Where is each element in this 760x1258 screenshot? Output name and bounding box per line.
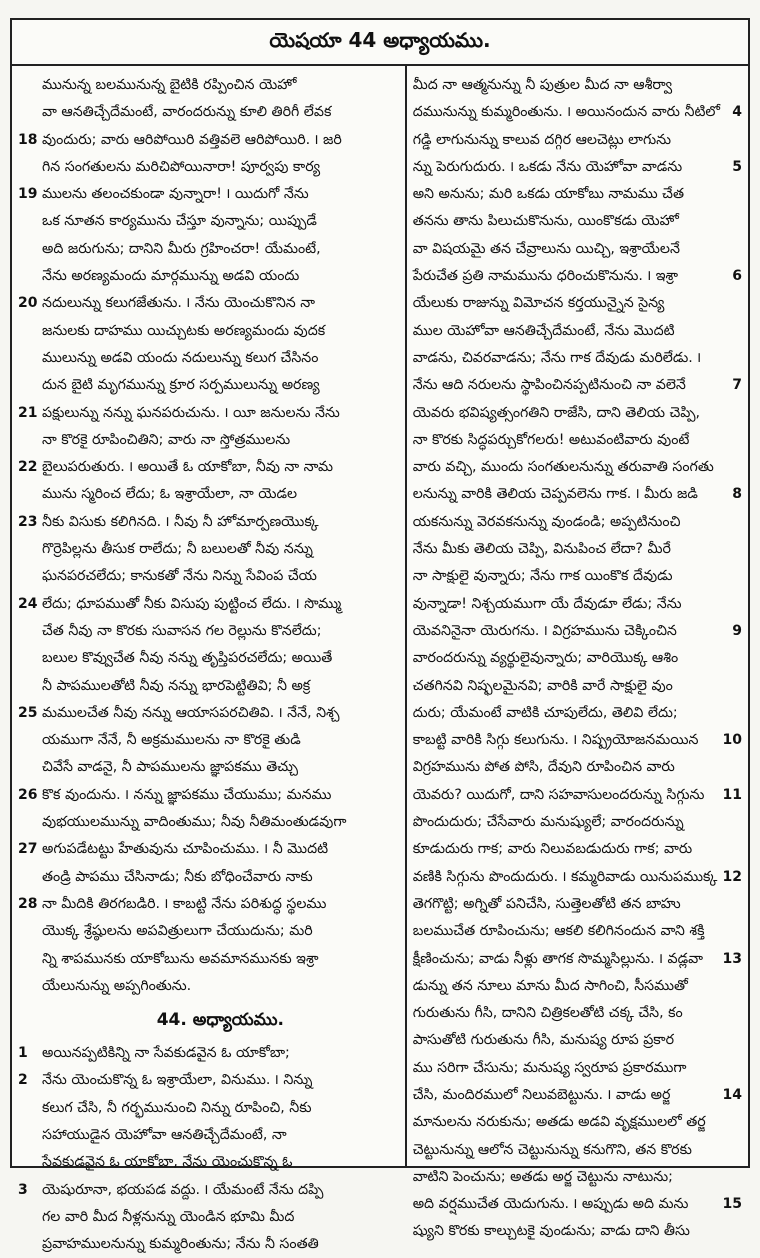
- text-line: [18, 891, 399, 918]
- right-column-lines: [413, 72, 742, 1246]
- verse-number: 5: [732, 158, 742, 175]
- line-text: జనులకు దాహము యిచ్చుటకు అరణ్యమందు వుదక: [42, 322, 326, 339]
- text-line: [18, 918, 399, 945]
- page-header: [12, 20, 748, 66]
- line-text: లనున్ను వారికి తెలియ చెప్పవలెను గాక. ౹ మీరు జడి: [412, 486, 698, 503]
- text-line: [413, 864, 742, 891]
- text-line: [18, 591, 399, 618]
- verse-number: 9: [732, 622, 742, 639]
- text-line: [413, 454, 742, 481]
- text-line: [413, 618, 742, 645]
- line-text: పాసుతోటి గురుతును గీసి, మనుష్య రూప ప్రకార: [412, 1032, 675, 1049]
- line-text: నా కొరకై రూపించితిని; వారు నా స్తోత్రములను: [42, 431, 291, 448]
- left-column: [12, 66, 407, 1253]
- text-line: [18, 563, 399, 590]
- text-line: [413, 727, 742, 754]
- text-line: [18, 236, 399, 263]
- line-text: పేరుచేత ప్రతి నామమును ధరించుకొనును. ౹ ఇశ్రా: [412, 268, 679, 285]
- text-line: [413, 1055, 742, 1082]
- verse-number: 15: [722, 1196, 742, 1213]
- text-line: [18, 946, 399, 973]
- verse-number: 22: [18, 459, 38, 476]
- verse-number: 4: [732, 104, 742, 121]
- left-column-lines-bottom: [18, 1040, 399, 1258]
- text-line: [18, 345, 399, 372]
- line-text: యొక్క శ్రేష్ఠులను అపవిత్రులుగా చేయుదును; మరి: [42, 923, 313, 940]
- line-text: నేను యెంచుకొన్న ఓ ఇశ్రాయేలా, వినుము. ౹ నిన్ను: [42, 1072, 313, 1089]
- text-line: [18, 72, 399, 99]
- verse-number: 20: [18, 295, 38, 312]
- line-text: పక్షులున్ను నన్ను ఘనపరుచును. ౹ యీ జనులను నేను: [42, 404, 340, 421]
- text-line: [413, 973, 742, 1000]
- line-text: నేను ఆది నరులను స్థాపించినప్పటినుంచి నా వలెనే: [412, 377, 686, 394]
- text-line: [413, 645, 742, 672]
- verse-number: 1: [18, 1045, 28, 1062]
- text-line: [18, 454, 399, 481]
- text-line: [413, 536, 742, 563]
- verse-number: 26: [18, 786, 38, 803]
- verse-number: 14: [722, 1086, 742, 1103]
- text-line: [18, 1149, 399, 1176]
- text-line: [413, 318, 742, 345]
- line-text: నా మీదికి తిరగబడిరి. ౹ కాబట్టి నేను పరిశుద్ధ స్థలము: [42, 895, 327, 912]
- left-column-lines-top: [18, 72, 399, 1000]
- text-line: [18, 372, 399, 399]
- text-line: [413, 345, 742, 372]
- line-text: కలుగ చేసి, నీ గర్భమునుంచి నిన్ను రూపించి, నీకు: [42, 1099, 312, 1116]
- text-line: [413, 782, 742, 809]
- line-text: తెగగొట్టి; అగ్నితో పనిచేసి, సుత్తెలతోటి తన బాహు: [412, 895, 681, 912]
- verse-number: 23: [18, 513, 38, 530]
- line-text: యేలుకు రాజున్ను విమోచన కర్తయున్నైన సైన్య: [412, 295, 665, 312]
- line-text: వా విషయమై తన చేవ్రాలును యిచ్చి, ఇశ్రాయేలనే: [412, 240, 680, 257]
- line-text: యెవరు? యిదుగో, దాని సహవాసులందరున్ను సిగ్గును: [412, 786, 705, 803]
- verse-number: 8: [732, 486, 742, 503]
- line-text: న్ని శాపమునకు యాకోబును అవమానమునకు ఇశ్రా: [42, 950, 319, 967]
- line-text: క్షీణించును; వాడు నీళ్లు తాగక సొమ్మసిల్లును. ౹ వడ్లవా: [412, 950, 703, 967]
- text-line: [413, 836, 742, 863]
- text-line: [18, 673, 399, 700]
- text-line: [413, 372, 742, 399]
- line-text: నదులున్ను కలుగజేతును. ౹ నేను యెంచుకొనిన నా: [42, 295, 315, 312]
- text-line: [413, 400, 742, 427]
- text-line: [18, 127, 399, 154]
- text-line: [413, 591, 742, 618]
- text-line: [413, 700, 742, 727]
- text-line: [18, 290, 399, 317]
- text-line: [413, 427, 742, 454]
- text-line: [18, 318, 399, 345]
- text-line: [18, 509, 399, 536]
- verse-number: 18: [18, 131, 38, 148]
- text-line: [18, 1040, 399, 1067]
- line-text: అది జరుగును; దానిని మీరు గ్రహించరా! యేమంటే,: [42, 240, 321, 257]
- bible-page: [10, 18, 750, 1253]
- line-text: వణికి సిగ్గును పొందుదురు. ౹ కమ్మరివాడు యినుపముక్క: [412, 868, 718, 885]
- text-line: [413, 481, 742, 508]
- line-text: వాడను, చివరవాడను; నేను గాక దేవుడు మరిలేడు. ౹: [412, 349, 702, 366]
- line-text: మును స్మరించ లేదు; ఓ ఇశ్రాయేలా, నా యెడల: [42, 486, 298, 503]
- verse-number: 21: [18, 404, 38, 421]
- verse-number: 27: [18, 841, 38, 858]
- line-text: మీద నా ఆత్మనున్ను నీ పుత్రుల మీద నా ఆశీర్వా: [412, 77, 673, 93]
- verse-number: 12: [722, 868, 742, 885]
- line-text: యముగా నేనే, నీ అక్రమములను నా కొరకై తుడి: [42, 732, 301, 749]
- line-text: అగుపడేటట్టు హేతువును చూపించుము. ౹ నీ మొదటి: [42, 841, 329, 858]
- text-line: [18, 481, 399, 508]
- line-text: చతగినవి నిష్ఫలమైనవి; వారికి వారే సాక్షులై వుం: [412, 677, 673, 694]
- line-text: గురుతును గీసి, దానిని చిత్రికలతోటి చక్క చేసి, కం: [412, 1005, 683, 1022]
- line-text: వున్నాడా! నిశ్చయముగా యే దేవుడూ లేడు; నేను: [412, 595, 682, 612]
- line-text: దురు; యేమంటే వాటికి చూపులేదు, తెలివి లేదు;: [412, 704, 678, 721]
- text-line: [413, 1164, 742, 1191]
- text-line: [18, 727, 399, 754]
- verse-number: 25: [18, 704, 38, 721]
- text-line: [18, 99, 399, 126]
- line-text: డున్ను తన నూలు మాను మీద సాగించి, సీసముతో: [412, 977, 688, 994]
- line-text: యకనున్ను వెరవకనున్ను వుండండి; అప్పటినుంచి: [412, 513, 681, 530]
- line-text: గొర్రెపిల్లను తీసుక రాలేదు; నీ బలులతో నీవు నన్ను: [42, 541, 313, 558]
- line-text: అయినప్పటికిన్ని నా సేవకుడవైన ఓ యాకోబా;: [42, 1045, 290, 1062]
- line-text: ము సరిగా చేసును; మనుష్య స్వరూప ప్రకారముగా: [412, 1059, 687, 1076]
- line-text: నేను మీకు తెలియ చెప్పి, వినుపించ లేదా? మీరే: [412, 541, 671, 558]
- text-line: [413, 754, 742, 781]
- text-line: [18, 1095, 399, 1122]
- text-line: [18, 809, 399, 836]
- text-line: [413, 1027, 742, 1054]
- line-text: వుభయులమున్ను వాదింతుము; నీవు నీతిమంతుడవుగా: [42, 814, 347, 831]
- line-text: దున బైటి మృగమున్ను క్రూర సర్పములున్ను అరణ్య: [42, 377, 320, 394]
- text-line: [18, 536, 399, 563]
- line-text: అది వర్షముచేత యెదుగును. ౹ అప్పుడు అది మను: [412, 1196, 689, 1213]
- text-line: [18, 1067, 399, 1094]
- line-text: నేను అరణ్యమందు మార్గమున్ను అడవి యందు: [42, 268, 300, 285]
- line-text: తనను తాను పిలుచుకొనును, యింకొకడు యెహో: [412, 213, 679, 230]
- line-text: వారు వచ్చి, ముందు సంగతులనున్ను తరువాతి సంగతు: [412, 459, 714, 476]
- right-column: [407, 66, 748, 1240]
- verse-number: 13: [722, 950, 742, 967]
- text-line: [18, 700, 399, 727]
- line-text: చివేసే వాడనై, నీ పాపములను జ్ఞాపకము తెచ్చు: [42, 759, 299, 776]
- line-text: ముల యెహోవా ఆనతిచ్చేదేమంటే, నేను మొదటి: [412, 322, 675, 339]
- line-text: లేదు; ధూపముతో నీకు విసుపు పుట్టించ లేదు. ౹ సొమ్ము: [42, 595, 342, 612]
- line-text: తండ్రి పాపము చేసినాడు; నీకు బోధించేవారు నాకు: [42, 868, 313, 885]
- line-text: పొందుదురు; చేసేవారు మనుష్యులే; వారందరున్ను: [412, 814, 684, 831]
- verse-number: 6: [732, 268, 742, 285]
- line-text: ఘనపరచలేదు; కానుకతో నేను నిన్ను సేవింప చేయ: [42, 568, 317, 585]
- chapter-heading: 44. అధ్యాయము.: [156, 1010, 284, 1031]
- line-text: నా కొరకు సిద్ధపర్చుకోగలరు! అటువంటివారు వుంటే: [412, 431, 690, 448]
- text-line: [18, 400, 399, 427]
- text-line: [18, 782, 399, 809]
- line-text: నా సాక్షులై వున్నారు; నేను గాక యింకొక దేవుడు: [412, 568, 673, 585]
- line-text: నీకు విసుకు కలిగినది. ౹ నీవు నీ హోమార్పణయొక్క: [42, 513, 319, 530]
- text-line: [413, 236, 742, 263]
- line-text: కొక వుందును. ౹ నన్ను జ్ఞాపకము చేయుము; మనము: [42, 786, 332, 803]
- text-line: [413, 1218, 742, 1245]
- line-text: యెవనినైనా యెరుగను. ౹ విగ్రహమును చెక్కించిన: [412, 622, 677, 639]
- verse-number: 24: [18, 595, 38, 612]
- line-text: ములను తలంచకుండా వున్నారా! ౹ యిదుగో నేను: [42, 186, 309, 203]
- text-line: [18, 1122, 399, 1149]
- verse-number: 10: [722, 732, 742, 749]
- line-text: మునున్న బలమునున్న బైటికి రప్పించిన యెహో: [42, 77, 297, 93]
- line-text: అని అనును; మరి ఒకడు యాకోబు నామము చేత: [412, 186, 684, 203]
- text-line: [18, 864, 399, 891]
- line-text: నీ పాపములతోటి నీవు నన్ను భారపెట్టితివి; నీ అక్ర: [42, 677, 311, 694]
- text-line: [18, 1177, 399, 1204]
- line-text: విగ్రహమును పోత పోసి, దేవుని రూపించిన వారు: [412, 759, 675, 776]
- line-text: సహాయుడైన యెహోవా ఆనతిచ్చేదేమంటే, నా: [42, 1126, 287, 1143]
- line-text: చేసి, మందిరములో నిలువబెట్టును. ౹ వాడు అర్జ: [412, 1086, 671, 1103]
- line-text: ప్రవాహములనున్ను కుమ్మరింతును; నేను నీ సంతతి: [42, 1236, 319, 1253]
- line-text: వా ఆనతిచ్చేదేమంటే, వారందరున్ను కూలి తిరిగీ లేవక: [42, 104, 332, 121]
- text-line: [413, 127, 742, 154]
- text-line: [18, 754, 399, 781]
- page-title: యెషయా 44 అధ్యాయము.: [269, 27, 491, 52]
- line-text: ఒక నూతన కార్యమును చేస్తూ వున్నాను; యిప్పుడే: [42, 213, 317, 230]
- line-text: ములున్ను అడవి యందు నదులున్ను కలుగ చేసినం: [42, 349, 319, 366]
- text-line: [18, 427, 399, 454]
- line-text: గిన సంగతులను మరిచిపోయినారా! పూర్వపు కార్య: [42, 158, 321, 175]
- line-text: బలముచేత రూపించును; ఆకలి కలిగినందున వాని శక్తి: [412, 923, 705, 940]
- text-line: [413, 891, 742, 918]
- line-text: యెవరు భవిష్యత్సంగతిని రాజేసి, దాని తెలియ చెప్పి,: [412, 404, 701, 421]
- line-text: చెట్టునున్ను ఆలోన చెట్టునున్ను కనుగొని, తన కొరకు: [412, 1141, 692, 1158]
- line-text: వాటిని పెంచును; అతడు అర్జ చెట్టును నాటును;: [412, 1168, 673, 1185]
- text-line: [18, 154, 399, 181]
- text-line: [18, 618, 399, 645]
- text-line: [413, 918, 742, 945]
- text-line: [413, 1191, 742, 1218]
- line-text: గల వారి మీద నీళ్లనున్ను యెండిన భూమి మీద: [42, 1208, 295, 1225]
- text-columns: [12, 66, 748, 1253]
- text-line: [413, 208, 742, 235]
- text-line: [413, 809, 742, 836]
- text-line: [18, 973, 399, 1000]
- line-text: కాబట్టి వారికి సిగ్గు కలుగును. ౹ నిష్ప్రయోజనమయిన: [412, 732, 699, 749]
- text-line: [18, 208, 399, 235]
- text-line: [413, 509, 742, 536]
- line-text: న్ను పెరుగుదురు. ౹ ఒకడు నేను యెహోవా వాడను: [412, 158, 683, 175]
- text-line: [413, 154, 742, 181]
- text-line: [18, 836, 399, 863]
- line-text: కూడుదురు గాక; వారు నిలువబడుదురు గాక; వారు: [412, 841, 693, 858]
- text-line: [413, 1082, 742, 1109]
- text-line: [18, 645, 399, 672]
- line-text: చేత నీవు నా కొరకు సువాసన గల రెల్లును కొనలేదు;: [42, 622, 322, 639]
- line-text: బైలుపరుతురు. ౹ అయితే ఓ యాకోబా, నీవు నా నామ: [42, 459, 333, 476]
- verse-number: 11: [722, 786, 742, 803]
- line-text: వారందరున్ను వ్యర్థులైవున్నారు; వారియొక్క ఆశిం: [412, 650, 679, 667]
- verse-number: 7: [732, 377, 742, 394]
- text-line: [18, 263, 399, 290]
- line-text: యేలునున్ను అప్పగింతును.: [42, 977, 192, 994]
- text-line: [18, 181, 399, 208]
- text-line: [413, 1137, 742, 1164]
- line-text: గడ్డి లాగునున్ను కాలువ దగ్గిర ఆలచెట్లు లాగును: [412, 131, 672, 148]
- text-line: [413, 263, 742, 290]
- text-line: [413, 673, 742, 700]
- text-line: [413, 1109, 742, 1136]
- line-text: ష్యుని కొరకు కాల్చుటకై వుండును; వాడు దాని తీసు: [412, 1223, 690, 1240]
- verse-number: 19: [18, 186, 38, 203]
- text-line: [18, 1231, 399, 1258]
- text-line: [413, 563, 742, 590]
- line-text: మములచేత నీవు నన్ను ఆయాసపరచితివి. ౹ నేనే, నిశ్చ: [42, 704, 340, 721]
- text-line: [413, 290, 742, 317]
- verse-number: 3: [18, 1181, 28, 1198]
- verse-number: 28: [18, 895, 38, 912]
- text-line: [413, 1000, 742, 1027]
- text-line: [413, 99, 742, 126]
- text-line: [413, 72, 742, 99]
- line-text: బలుల కొవ్వుచేత నీవు నన్ను తృప్తిపరచలేదు; అయితే: [42, 650, 333, 667]
- line-text: సేవకుడవైన ఓ యాకోబా, నేను యెంచుకొన్న ఓ: [42, 1154, 293, 1171]
- text-line: [18, 1204, 399, 1231]
- text-line: [413, 946, 742, 973]
- verse-number: 2: [18, 1072, 28, 1089]
- line-text: మానులను నరుకును; అతడు అడవి వృక్షములలో తర్జ: [412, 1114, 706, 1131]
- line-text: దమునున్ను కుమ్మరింతును. ౹ అయినందున వారు నీటిలో: [412, 104, 720, 121]
- line-text: యెషురూనా, భయపడ వద్దు. ౹ యేమంటే నేను దప్పి: [42, 1181, 324, 1198]
- text-line: [413, 181, 742, 208]
- line-text: వుందురు; వారు ఆరిపోయిరి వత్తివలె ఆరిపోయిరి. ౹ జరి: [42, 131, 342, 148]
